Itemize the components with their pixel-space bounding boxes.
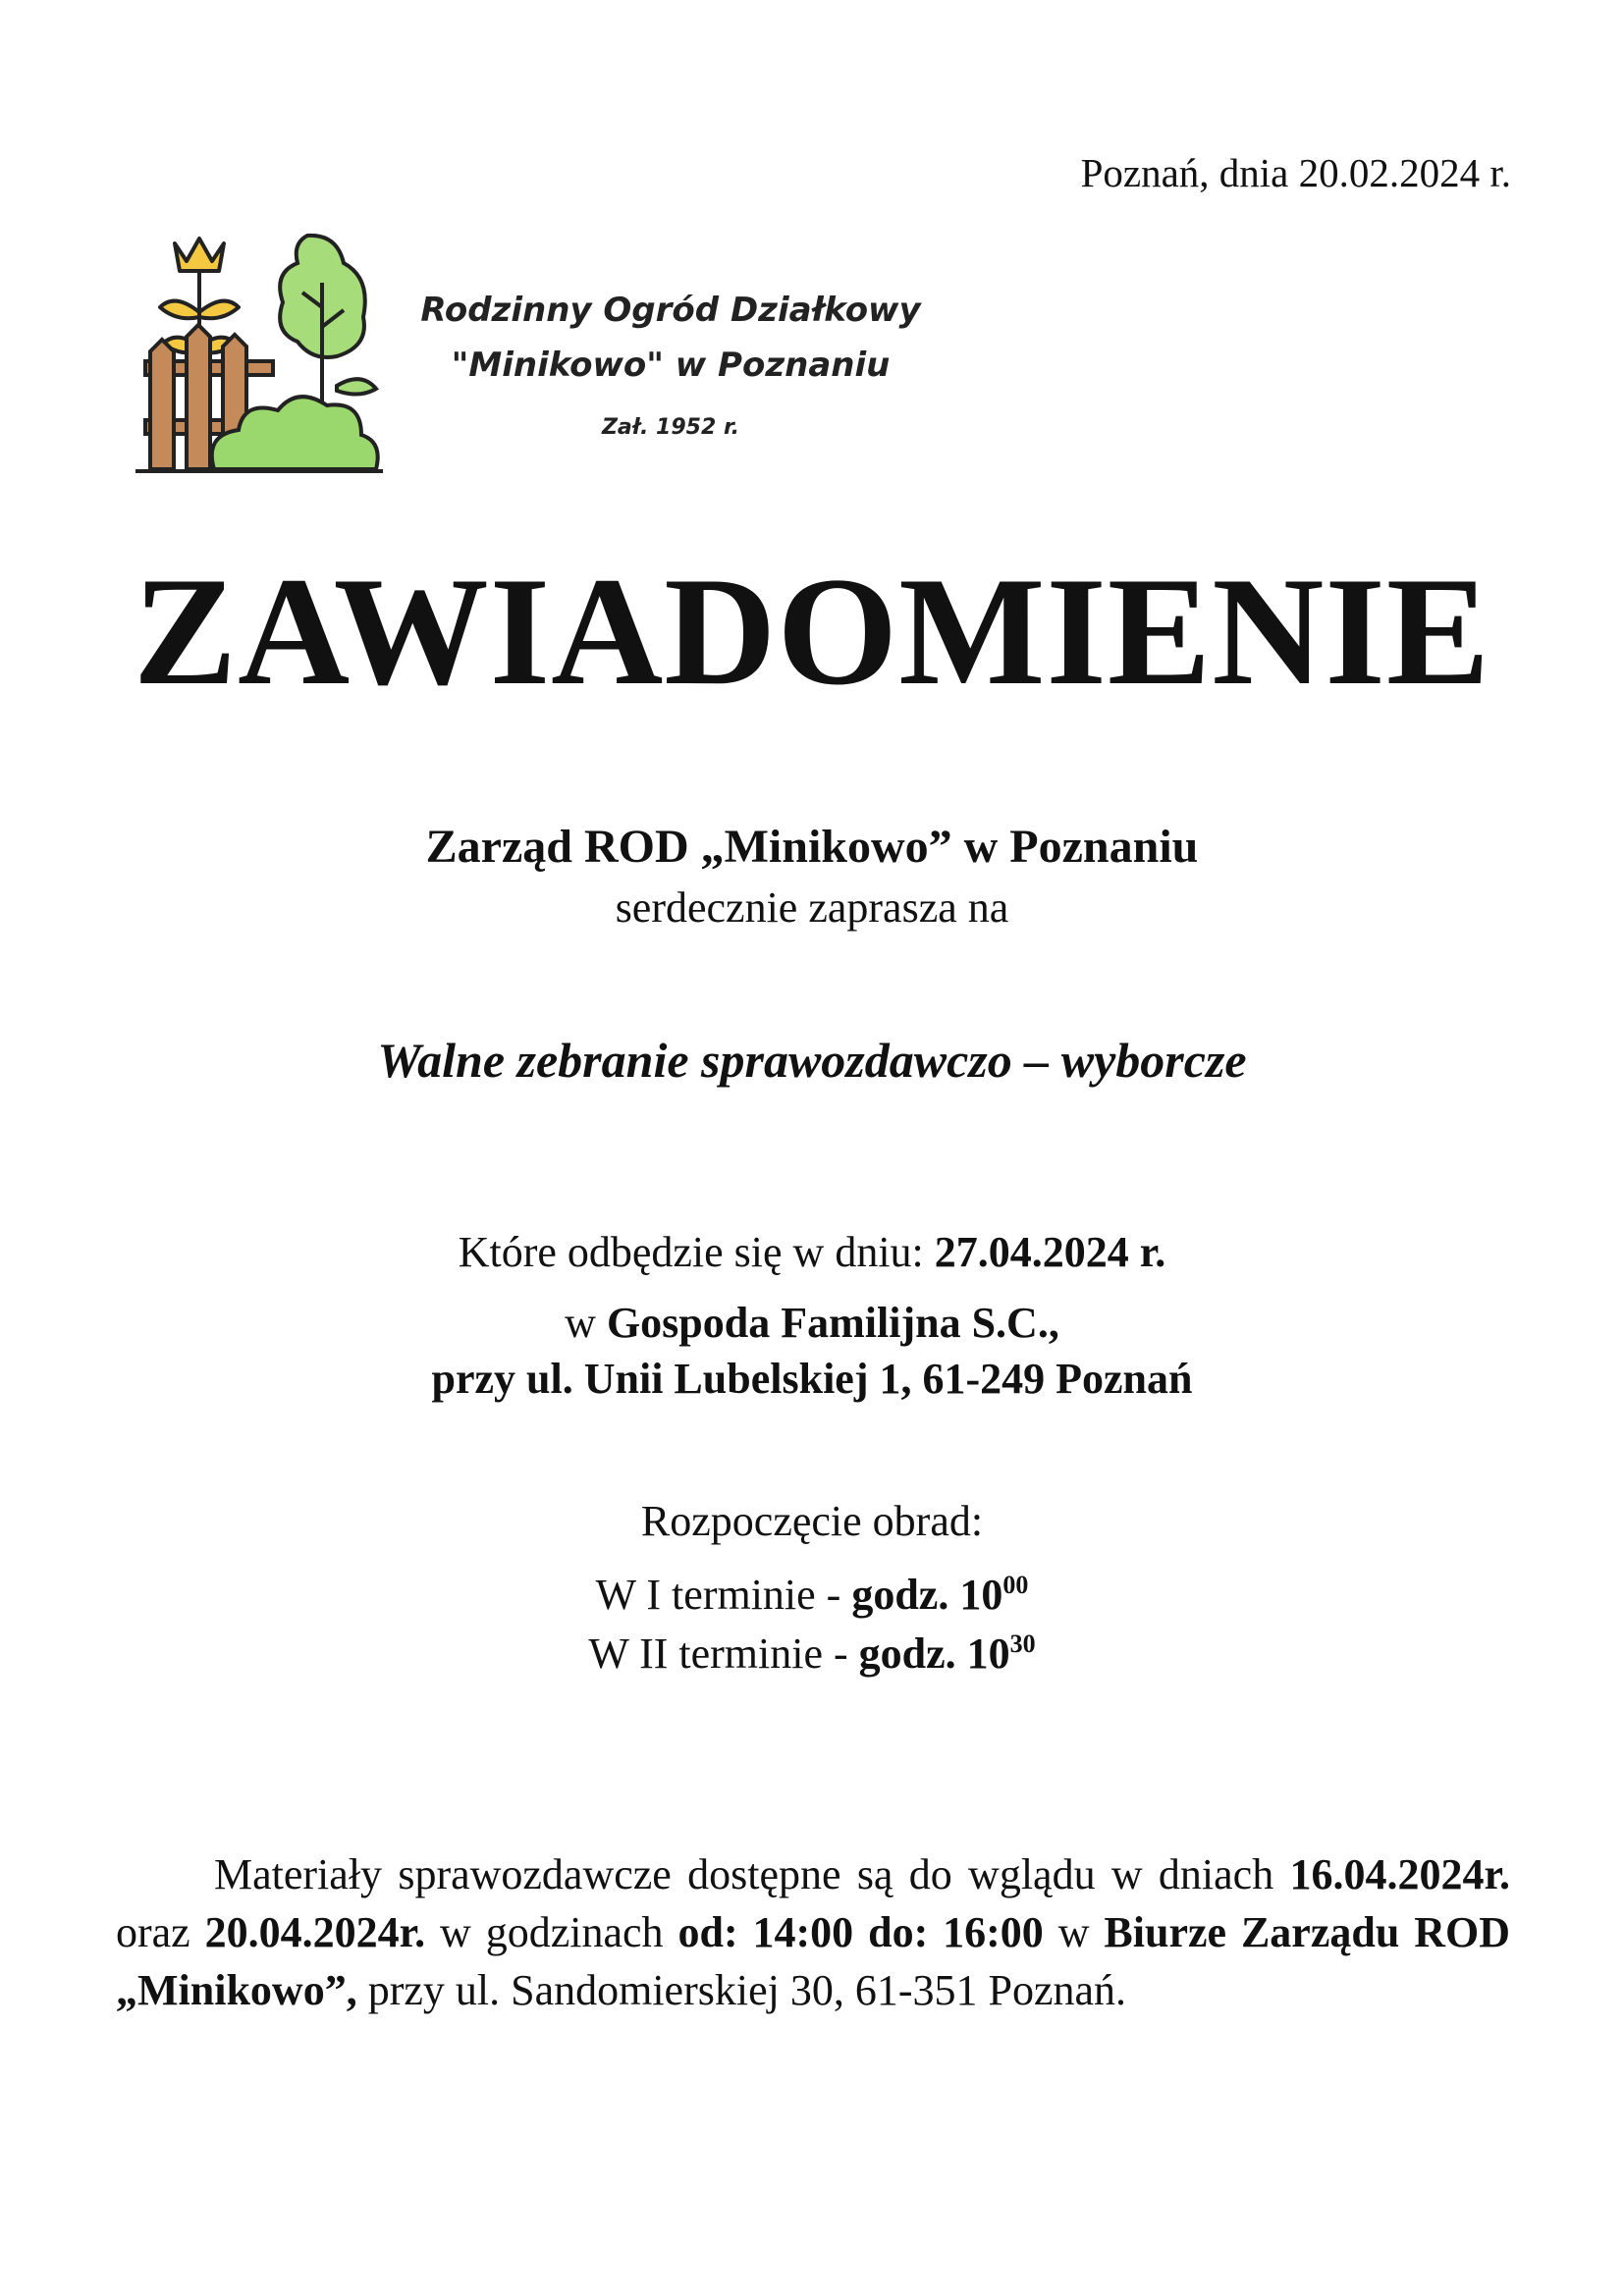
materials-date-2: 20.04.2024r.	[204, 1908, 426, 1956]
meeting-date-line	[0, 1222, 1624, 1283]
venue-prefix: w	[565, 1299, 607, 1347]
second-term-label: W II terminie -	[588, 1629, 859, 1678]
logo	[126, 224, 931, 479]
first-term-hour: godz. 10	[851, 1571, 1003, 1619]
materials-text-4: w	[1043, 1908, 1105, 1956]
document-title: ZAWIADOMIENIE	[133, 546, 1491, 718]
venue-address: przy ul. Unii Lubelskiej 1, 61-249 Poznań	[431, 1355, 1193, 1403]
materials-text-3: w godzinach	[425, 1908, 678, 1956]
schedule-heading: Rozpoczęcie obrad:	[640, 1497, 984, 1545]
logo-text	[415, 283, 926, 455]
meeting-date: 27.04.2024 r.	[934, 1228, 1166, 1276]
first-term	[0, 1566, 1624, 1625]
garden-logo-icon	[126, 224, 391, 479]
organizer: Zarząd ROD „Minikowo” w Poznaniu	[425, 821, 1199, 873]
first-term-label: W I terminie -	[595, 1571, 852, 1619]
logo-established: Zał. 1952 r.	[601, 415, 740, 440]
venue-name: Gospoda Familijna S.C.,	[606, 1299, 1059, 1347]
date-line: Poznań, dnia 20.02.2024 r.	[1080, 150, 1511, 195]
materials-paragraph	[116, 1845, 1510, 2019]
materials-text-2: oraz	[116, 1908, 205, 1956]
logo-line-1: Rodzinny Ogród Działkowy	[420, 291, 921, 330]
venue-line	[0, 1294, 1624, 1353]
second-term	[0, 1625, 1624, 1683]
first-term-minutes: 00	[1002, 1571, 1029, 1599]
materials-text-5: przy ul. Sandomierskiej 30, 61-351 Poznań.	[356, 1966, 1127, 2014]
second-term-hour: godz. 10	[858, 1629, 1010, 1678]
invitation-text: serdecznie zaprasza na	[615, 883, 1009, 932]
materials-office: Biurze Zarządu ROD „Minikowo”,	[116, 1908, 1510, 2014]
meeting-name: Walne zebranie sprawozdawczo – wyborcze	[377, 1033, 1247, 1088]
materials-hours: od: 14:00 do: 16:00	[677, 1908, 1044, 1956]
logo-line-2: "Minikowo" w Poznaniu	[451, 346, 891, 385]
second-term-minutes: 30	[1009, 1629, 1036, 1658]
materials-text-1: Materiały sprawozdawcze dostępne są do wglądu w dniach	[214, 1850, 1290, 1898]
meeting-date-prefix: Które odbędzie się w dniu:	[458, 1228, 935, 1276]
materials-date-1: 16.04.2024r.	[1289, 1850, 1510, 1898]
